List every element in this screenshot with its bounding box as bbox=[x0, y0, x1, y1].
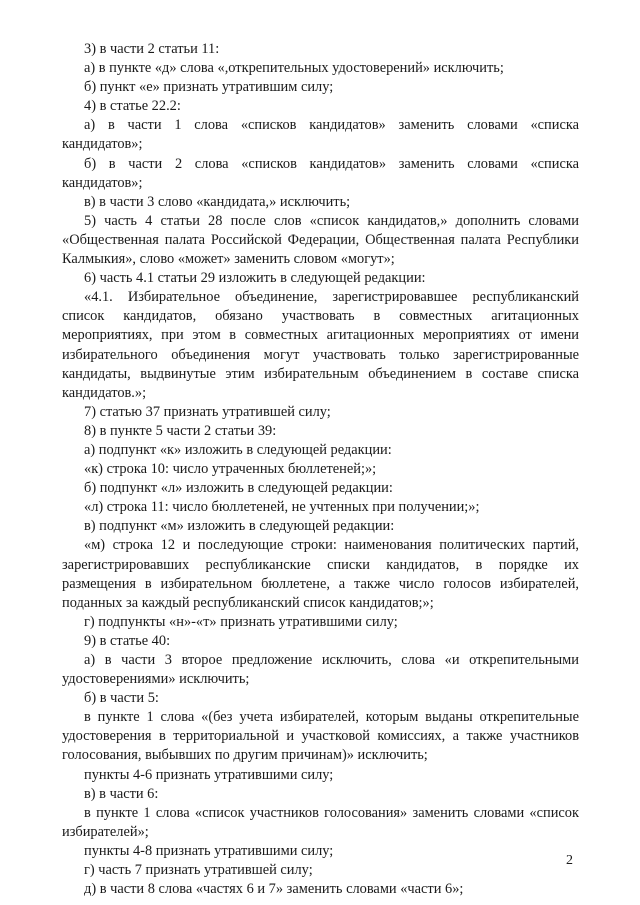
paragraph: в) подпункт «м» изложить в следующей редакции: bbox=[84, 518, 395, 535]
paragraph: б) в части 2 слова «списков кандидатов» заменить словами «списка кандидатов»; bbox=[62, 155, 579, 191]
paragraph: в пункте 1 слова «список участников голосования» заменить словами «список избирателей»; bbox=[62, 804, 579, 840]
paragraph: 3) в части 2 статьи 11: bbox=[84, 41, 220, 57]
paragraph: 4) в статье 22.2: bbox=[84, 98, 181, 115]
paragraph: в) в части 6: bbox=[84, 785, 159, 802]
paragraph: «л) строка 11: число бюллетеней, не учтенных при получении;»; bbox=[84, 499, 480, 516]
paragraph: д) в части 8 слова «частях 6 и 7» заменить словами «части 6»; bbox=[84, 881, 464, 898]
paragraph: г) часть 7 признать утратившей силу; bbox=[84, 862, 313, 879]
paragraph: «к) строка 10: число утраченных бюллетеней;»; bbox=[84, 461, 377, 478]
page-number: 2 bbox=[566, 853, 573, 868]
paragraph: пункты 4-8 признать утратившими силу; bbox=[84, 842, 334, 859]
paragraph: в) в части 3 слово «кандидата,» исключить; bbox=[84, 193, 351, 210]
paragraph: б) подпункт «л» изложить в следующей редакции: bbox=[84, 480, 393, 497]
paragraph: 6) часть 4.1 статьи 29 изложить в следующей редакции: bbox=[84, 270, 426, 287]
paragraph: в пункте 1 слова «(без учета избирателей, которым выданы открепительные удостоверения в территориальной и участковой комиссиях, а также участников голосования, выбывших по другим причинам)» исключить; bbox=[62, 709, 579, 764]
paragraph: «4.1. Избирательное объединение, зарегистрировавшее республиканский список кандидатов, обязано участвовать в совместных агитационных мероприятиях, при этом в совместных агитационных мероприятиях от имени избирательного объединения могут участвовать только зарегистрированные кандидаты, выдвинутые этим избирательным объединением в составе списка кандидатов.»; bbox=[62, 289, 579, 401]
paragraph: а) в пункте «д» слова «,открепительных удостоверений» исключить; bbox=[84, 60, 504, 77]
document-body bbox=[62, 40, 579, 899]
paragraph: а) в части 1 слова «списков кандидатов» заменить словами «списка кандидатов»; bbox=[62, 117, 579, 153]
paragraph: 8) в пункте 5 части 2 статьи 39: bbox=[84, 422, 277, 439]
paragraph: пункты 4-6 признать утратившими силу; bbox=[84, 766, 334, 783]
paragraph: б) пункт «е» признать утратившим силу; bbox=[84, 79, 334, 96]
paragraph: 7) статью 37 признать утратившей силу; bbox=[84, 403, 331, 420]
paragraph: «м) строка 12 и последующие строки: наименования политических партий, зарегистрировавших республиканские списки кандидатов, в порядке их размещения в избирательном бюллетене, а также число голосов избирателей, поданных за каждый республиканский список кандидатов;»; bbox=[62, 537, 579, 611]
paragraph: б) в части 5: bbox=[84, 690, 159, 707]
paragraph: а) в части 3 второе предложение исключить, слова «и открепительными удостоверениями» исключить; bbox=[62, 652, 579, 688]
paragraph: а) подпункт «к» изложить в следующей редакции: bbox=[84, 441, 392, 458]
paragraph: 5) часть 4 статьи 28 после слов «список кандидатов,» дополнить словами «Общественная палата Российской Федерации, Общественная палата Республики Калмыкия», слово «может» заменить словом «могут»; bbox=[62, 212, 579, 268]
paragraph: 9) в статье 40: bbox=[84, 632, 171, 649]
paragraph: г) подпункты «н»-«т» признать утратившими силу; bbox=[84, 613, 398, 630]
